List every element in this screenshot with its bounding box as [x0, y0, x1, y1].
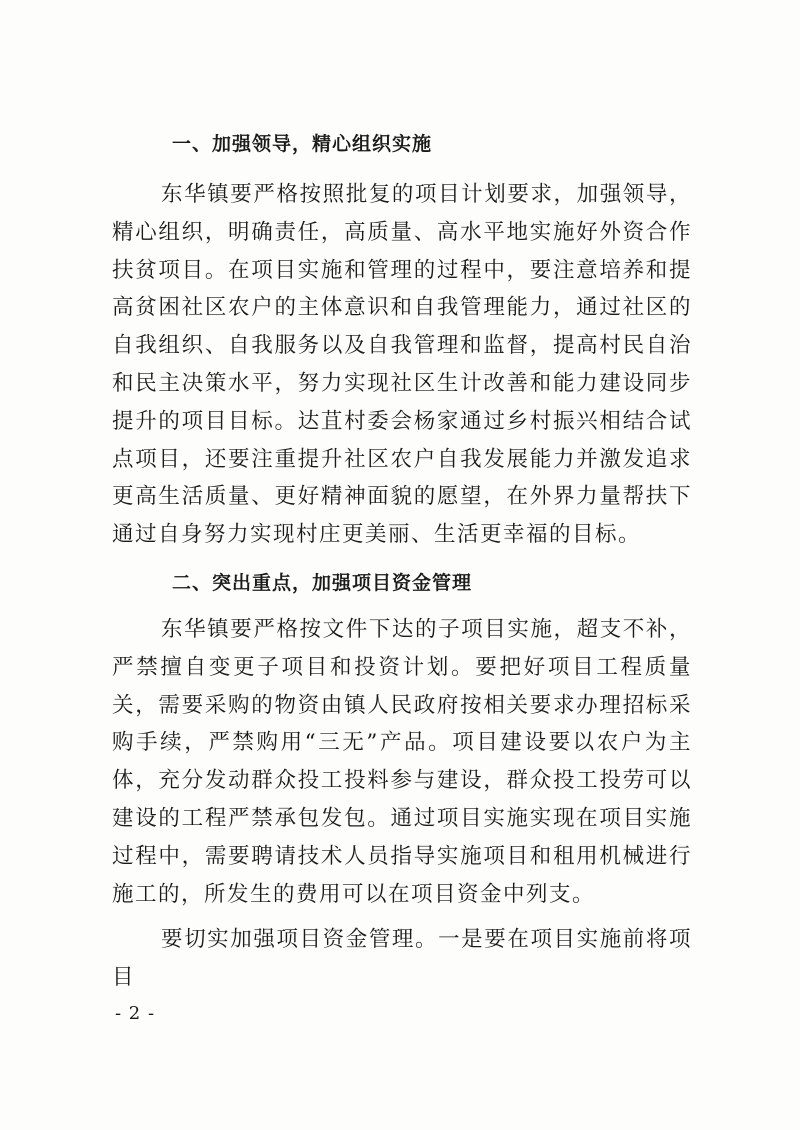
paragraph-leadership: 东华镇要严格按照批复的项目计划要求，加强领导，精心组织，明确责任，高质量、高水平地实施好外资合作扶贫项目。在项目实施和管理的过程中，要注意培养和提高贫困社区农户的主体意识和自我管理能力，通过社区的自我组织、自我服务以及自我管理和监督，提高村民自治和民主决策水平，努力实现社区生计改善和能力建设同步提升的项目目标。达苴村委会杨家通过乡村振兴相结合试点项目，还要注重提升社区农户自我发展能力并激发追求更高生活质量、更好精神面貌的愿望，在外界力量帮扶下通过自身努力实现村庄更美丽、生活更幸福的目标。 — [112, 182, 692, 548]
page-number: - 2 - — [115, 1003, 156, 1024]
paragraph-fund-management: 东华镇要严格按文件下达的子项目实施，超支不补，严禁擅自变更子项目和投资计划。要把好项目工程质量关，需要采购的物资由镇人民政府按相关要求办理招标采购手续，严禁购用“三无”产品。项目建设要以农户为主体，充分发动群众投工投料参与建设，群众投工投劳可以建设的工程严禁承包发包。通过项目实施实现在项目实施过程中，需要聘请技术人员指导实施项目和租用机械进行施工的，所发生的费用可以在项目资金中列支。 — [112, 616, 692, 907]
document-body — [112, 126, 692, 997]
section-heading-leadership: 一、加强领导，精心组织实施 — [172, 133, 433, 155]
paragraph-fund-management-continued: 要切实加强项目资金管理。一是要在项目实施前将项目 — [112, 927, 692, 991]
section-heading-fund-management: 二、突出重点，加强项目资金管理 — [172, 571, 473, 594]
